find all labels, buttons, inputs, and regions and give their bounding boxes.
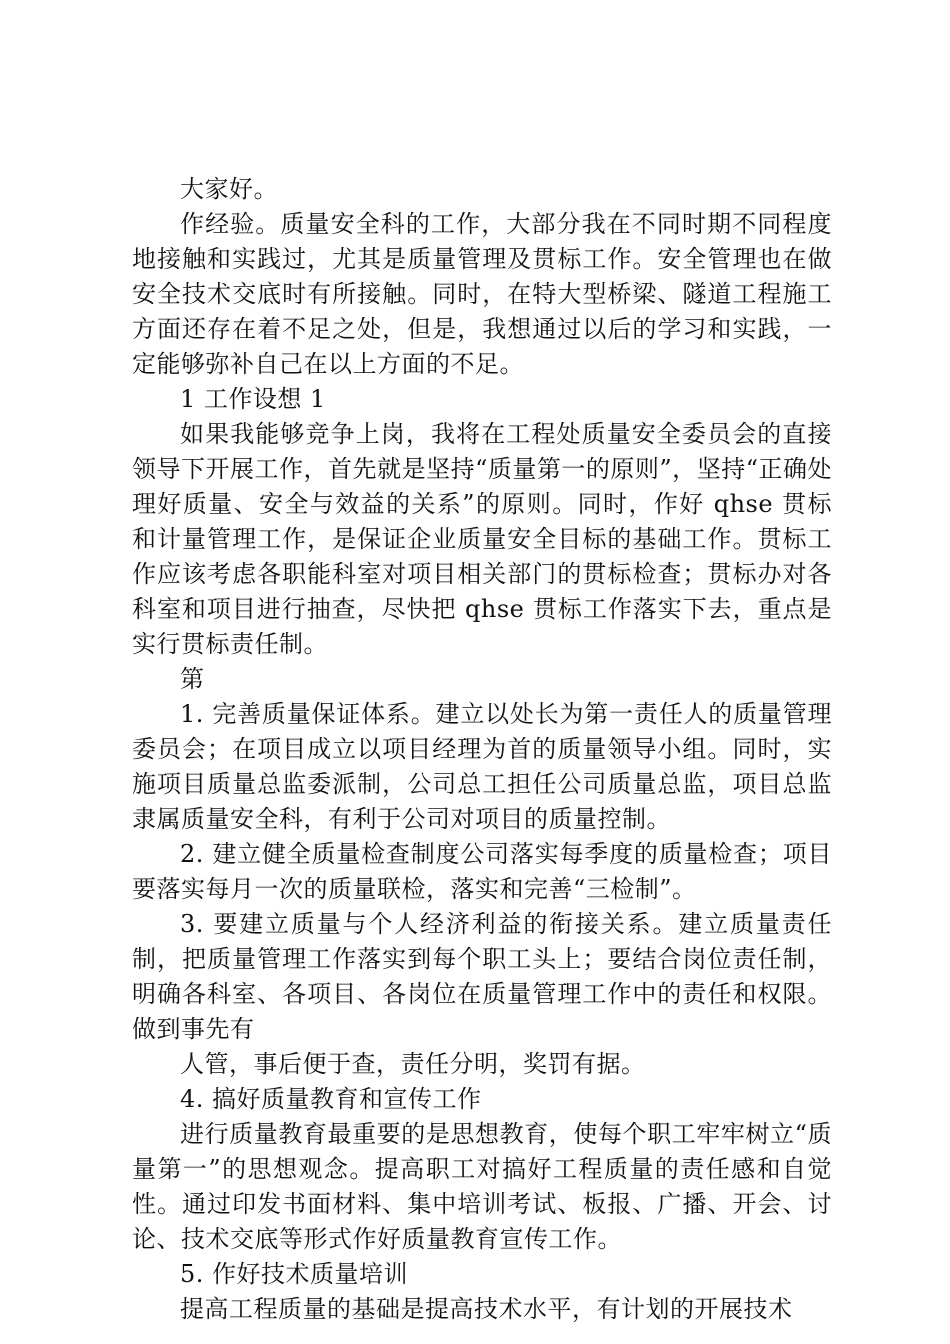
heading-item-4: 4. 搞好质量教育和宣传工作 [180,1085,482,1113]
heading-item-5: 5. 作好技术质量培训 [180,1260,409,1288]
paragraph-work-plan: 如果我能够竞争上岗，我将在工程处质量安全委员会的直接领导下开展工作，首先就是坚持“质量第一的原则”，坚持“正确处理好质量、安全与效益的关系”的原则。同时，作好 qhse 贯标和计量管理工作，是保证企业质量安全目标的基础工作。贯标工作应该考虑各职能科室对项目相关部门的贯标检查；贯标办对各科室和项目进行抽查，尽快把 qhse 贯标工作落实下去，重点是实行贯标责任制。 [132,420,832,658]
document-body [132,172,832,1327]
paragraph-greeting: 大家好。 [180,175,278,203]
heading-work-plan: 1 工作设想 1 [180,385,326,413]
paragraph-item-5: 提高工程质量的基础是提高技术水平，有计划的开展技术 [180,1295,793,1323]
paragraph-experience: 作经验。质量安全科的工作，大部分我在不同时期不同程度地接触和实践过，尤其是质量管理及贯标工作。安全管理也在做安全技术交底时有所接触。同时，在特大型桥梁、隧道工程施工方面还存在着不足之处，但是，我想通过以后的学习和实践，一定能够弥补自己在以上方面的不足。 [132,210,832,378]
paragraph-item-1: 1. 完善质量保证体系。建立以处长为第一责任人的质量管理委员会；在项目成立以项目经理为首的质量领导小组。同时，实施项目质量总监委派制，公司总工担任公司质量总监，项目总监隶属质量安全科，有利于公司对项目的质量控制。 [132,700,832,833]
paragraph-item-4: 进行质量教育最重要的是思想教育，使每个职工牢牢树立“质量第一”的思想观念。提高职工对搞好工程质量的责任感和自觉性。通过印发书面材料、集中培训考试、板报、广播、开会、讨论、技术交底等形式作好质量教育宣传工作。 [132,1120,832,1253]
paragraph-item-3: 3. 要建立质量与个人经济利益的衔接关系。建立质量责任制，把质量管理工作落实到每个职工头上；要结合岗位责任制，明确各科室、各项目、各岗位在质量管理工作中的责任和权限。做到事先有 [132,910,832,1043]
heading-section-marker: 第 [180,665,205,693]
paragraph-item-2: 2. 建立健全质量检查制度公司落实每季度的质量检查；项目要落实每月一次的质量联检，落实和完善“三检制”。 [132,840,832,903]
paragraph-item-3-continued: 人管，事后便于查，责任分明，奖罚有据。 [180,1050,646,1078]
